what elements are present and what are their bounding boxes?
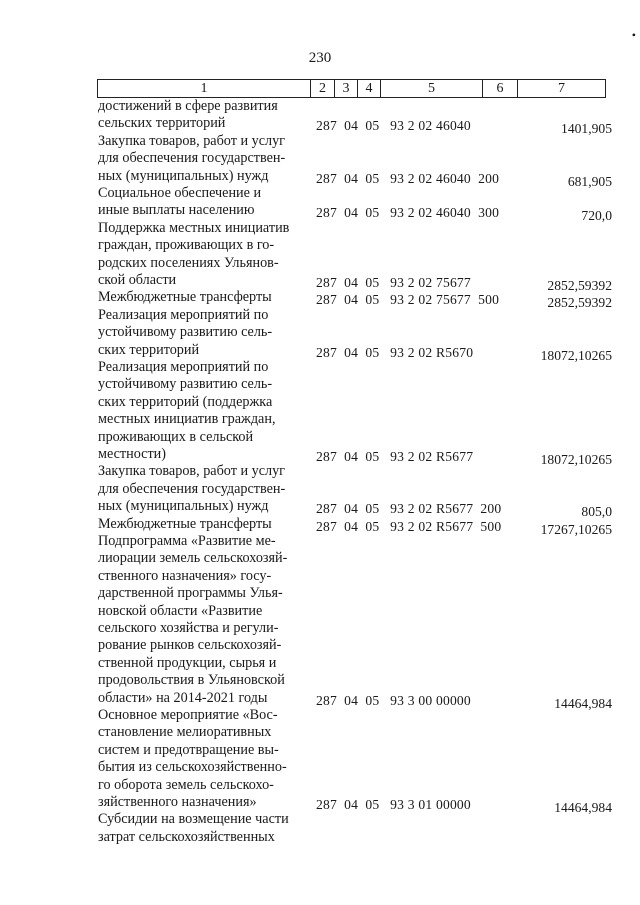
budget-row xyxy=(0,533,640,711)
row-codes: 287 04 05 93 3 00 00000 xyxy=(316,692,471,708)
header-col-1: 1 xyxy=(98,80,311,98)
header-col-7: 7 xyxy=(518,80,606,98)
row-description xyxy=(98,289,306,306)
description-line: ных (муниципальных) нужд xyxy=(98,167,269,184)
description-line: Поддержка местных инициатив xyxy=(98,219,290,236)
description-line: проживающих в сельской xyxy=(98,428,254,445)
description-line: достижений в сфере развития xyxy=(98,98,278,114)
description-line: бытия из сельскохозяйственно- xyxy=(98,759,287,776)
row-codes: 287 04 05 93 2 02 75677 500 xyxy=(316,292,500,308)
row-amount: 1401,905 xyxy=(561,121,612,137)
header-col-2: 2 xyxy=(311,80,335,98)
budget-row xyxy=(0,185,640,224)
description-line: Социальное обеспечение и xyxy=(98,185,262,201)
description-line: сельского хозяйства и регули- xyxy=(98,620,279,637)
description-line: дарственной программы Улья- xyxy=(98,585,283,602)
description-line: ных (муниципальных) нужд xyxy=(98,498,269,515)
header-col-3: 3 xyxy=(335,80,358,98)
row-amount: 2852,59392 xyxy=(547,277,612,293)
row-codes: 287 04 05 93 2 02 75677 xyxy=(316,274,471,290)
description-line: устойчивому развитию сель- xyxy=(98,376,273,393)
row-amount: 720,0 xyxy=(581,208,612,224)
row-amount: 18072,10265 xyxy=(540,347,612,363)
row-codes: 287 04 05 93 2 02 46040 xyxy=(316,118,471,134)
row-codes: 287 04 05 93 3 01 00000 xyxy=(316,797,471,812)
budget-row xyxy=(0,811,640,846)
budget-row xyxy=(0,306,640,363)
row-description xyxy=(98,98,306,133)
budget-row xyxy=(0,515,640,537)
row-codes: 287 04 05 93 2 02 R5677 xyxy=(316,449,474,464)
description-line: родских поселениях Ульянов- xyxy=(98,254,279,271)
row-description xyxy=(98,220,306,290)
description-line: становление мелиоративных xyxy=(98,724,272,741)
budget-row xyxy=(0,463,640,520)
row-description xyxy=(98,516,306,533)
description-line: ских территорий xyxy=(98,341,200,358)
corner-mark: • xyxy=(631,28,636,42)
description-line: для обеспечения государствен- xyxy=(98,150,286,167)
row-description xyxy=(98,359,306,463)
row-amount: 805,0 xyxy=(581,504,612,520)
description-line: Реализация мероприятий по xyxy=(98,359,269,375)
description-line: Межбюджетные трансферты xyxy=(98,289,272,306)
row-codes: 287 04 05 93 2 02 R5670 xyxy=(316,344,474,360)
row-amount: 18072,10265 xyxy=(540,452,612,467)
description-line: Субсидии на возмещение части xyxy=(98,811,289,828)
description-line: местных инициатив граждан, xyxy=(98,411,276,428)
description-line: зяйственного назначения» xyxy=(98,794,257,811)
description-line: для обеспечения государствен- xyxy=(98,480,286,497)
header-col-6: 6 xyxy=(483,80,518,98)
row-codes: 287 04 05 93 2 02 46040 300 xyxy=(316,205,500,221)
budget-row xyxy=(0,219,640,293)
budget-row xyxy=(0,359,640,467)
description-line: устойчивому развитию сель- xyxy=(98,324,273,341)
description-line: Закупка товаров, работ и услуг xyxy=(98,132,285,149)
description-line: ственной продукции, сырья и xyxy=(98,654,277,671)
description-line: области» на 2014-2021 годы xyxy=(98,689,268,706)
description-line: Основное мероприятие «Вос- xyxy=(98,707,278,723)
description-line: новской области «Развитие xyxy=(98,602,263,619)
description-line: ской области xyxy=(98,272,177,289)
row-description xyxy=(98,307,306,359)
column-header-table xyxy=(97,79,606,98)
row-description xyxy=(98,463,306,515)
header-col-5: 5 xyxy=(381,80,483,98)
description-line: граждан, проживающих в го- xyxy=(98,237,275,254)
row-amount: 2852,59392 xyxy=(547,295,612,311)
budget-row xyxy=(0,289,640,311)
description-line: ских территорий (поддержка xyxy=(98,393,273,410)
description-line: сельских территорий xyxy=(98,115,226,132)
row-codes: 287 04 05 93 2 02 R5677 500 xyxy=(316,518,502,534)
row-amount: 17267,10265 xyxy=(540,521,612,537)
description-line: иные выплаты населению xyxy=(98,202,255,219)
description-line: Межбюджетные трансферты xyxy=(98,515,272,532)
description-line: затрат сельскохозяйственных xyxy=(98,828,275,845)
row-amount: 14464,984 xyxy=(554,800,612,815)
description-line: ственного назначения» госу- xyxy=(98,567,272,584)
header-col-4: 4 xyxy=(358,80,381,98)
budget-row xyxy=(0,132,640,189)
description-line: Подпрограмма «Развитие ме- xyxy=(98,533,276,549)
description-line: продовольствия в Ульяновской xyxy=(98,672,285,689)
row-codes: 287 04 05 93 2 02 46040 200 xyxy=(316,170,500,186)
description-line: Реализация мероприятий по xyxy=(98,306,269,323)
row-description xyxy=(98,811,306,846)
row-amount: 681,905 xyxy=(567,173,612,189)
row-description xyxy=(98,707,306,811)
row-codes: 287 04 05 93 2 02 R5677 200 xyxy=(316,501,502,517)
description-line: систем и предотвращение вы- xyxy=(98,741,279,758)
budget-row xyxy=(0,707,640,815)
description-line: рование рынков сельскохозяй- xyxy=(98,637,282,654)
row-description xyxy=(98,533,306,707)
row-description xyxy=(98,133,306,185)
budget-row xyxy=(0,98,640,137)
row-description xyxy=(98,185,306,220)
row-amount: 14464,984 xyxy=(554,695,612,711)
page-number: 230 xyxy=(308,50,332,66)
description-line: лиорации земель сельскохозяй- xyxy=(98,550,288,567)
description-line: местности) xyxy=(98,446,166,463)
description-line: го оборота земель сельскохо- xyxy=(98,776,274,793)
description-line: Закупка товаров, работ и услуг xyxy=(98,463,285,480)
